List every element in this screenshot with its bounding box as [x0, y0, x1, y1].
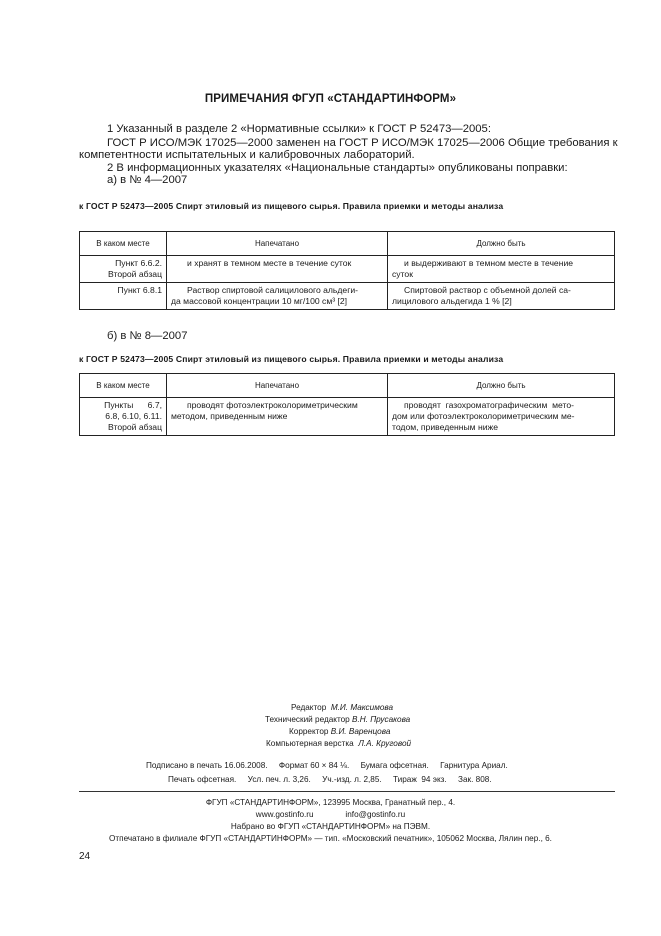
print-specs-line-2: Печать офсетная. Усл. печ. л. 3,26. Уч.-изд. л. 2,85. Тираж 94 экз. Зак. 808.	[168, 775, 492, 784]
cell-place: Пункты 6.7, 6.8, 6.10, 6.11. Второй абзац	[80, 398, 167, 436]
column-header-should-be: Должно быть	[388, 232, 615, 256]
note-1-line-1: 1 Указанный в разделе 2 «Нормативные ссылки» к ГОСТ Р 52473—2005:	[107, 123, 491, 135]
cell-should-be: проводят газохроматографическим мето- дом или фотоэлектроколориметрическим ме- тодом, приведенным ниже	[388, 398, 615, 436]
publisher-contacts: www.gostinfo.ru info@gostinfo.ru	[255, 810, 406, 819]
page-title: ПРИМЕЧАНИЯ ФГУП «СТАНДАРТИНФОРМ»	[204, 93, 457, 105]
column-header-should-be: Должно быть	[388, 374, 615, 398]
errata-table-1	[79, 231, 615, 310]
column-header-printed: Напечатано	[167, 374, 388, 398]
table-row	[80, 398, 615, 436]
table-2-caption: к ГОСТ Р 52473—2005 Спирт этиловый из пищевого сырья. Правила приемки и методы анализа	[79, 354, 504, 364]
note-2-line-3: б) в № 8—2007	[107, 330, 188, 342]
note-2-line-2: а) в № 4—2007	[107, 174, 188, 186]
column-header-place: В каком месте	[80, 374, 167, 398]
table-header-row	[80, 374, 615, 398]
table-row	[80, 256, 615, 283]
cell-printed: проводят фотоэлектроколориметрическим методом, приведенным ниже	[167, 398, 388, 436]
print-specs-line-1: Подписано в печать 16.06.2008. Формат 60 × 84 ⅛. Бумага офсетная. Гарнитура Ариал.	[146, 761, 508, 770]
table-header-row	[80, 232, 615, 256]
errata-table-2	[79, 373, 615, 436]
cell-should-be: и выдерживают в темном месте в течение суток	[388, 256, 615, 283]
cell-printed: Раствор спиртовой салицилового альдеги- да массовой концентрации 10 мг/100 см³ [2]	[167, 283, 388, 310]
note-2-line-1: 2 В информационных указателях «Национальные стандарты» опубликованы поправки:	[107, 162, 568, 174]
cell-printed: и хранят в темном месте в течение суток	[167, 256, 388, 283]
corrector-line: Корректор В.И. Варенцова	[289, 727, 391, 736]
column-header-printed: Напечатано	[167, 232, 388, 256]
note-1-line-2: ГОСТ Р ИСО/МЭК 17025—2000 заменен на ГОСТ Р ИСО/МЭК 17025—2006 Общие требования к	[107, 137, 618, 149]
layout-line: Компьютерная верстка Л.А. Круговой	[266, 739, 412, 748]
page-number: 24	[79, 851, 91, 862]
divider	[79, 791, 615, 792]
note-1-line-3: компетентности испытательных и калибровочных лабораторий.	[79, 149, 415, 161]
cell-place: Пункт 6.8.1	[80, 283, 167, 310]
printing-note: Отпечатано в филиале ФГУП «СТАНДАРТИНФОРМ» — тип. «Московский печатник», 105062 Москва, Лялин пер., 6.	[109, 834, 552, 843]
table-row	[80, 283, 615, 310]
typeset-note: Набрано во ФГУП «СТАНДАРТИНФОРМ» на ПЭВМ.	[230, 822, 431, 831]
cell-place: Пункт 6.6.2. Второй абзац	[80, 256, 167, 283]
publisher-address: ФГУП «СТАНДАРТИНФОРМ», 123995 Москва, Гранатный пер., 4.	[205, 798, 456, 807]
table-1-caption: к ГОСТ Р 52473—2005 Спирт этиловый из пищевого сырья. Правила приемки и методы анализа	[79, 201, 504, 211]
editor-line: Редактор М.И. Максимова	[291, 703, 394, 712]
tech-editor-line: Технический редактор В.Н. Прусакова	[265, 715, 411, 724]
cell-should-be: Спиртовой раствор с объемной долей са- лицилового альдегида 1 % [2]	[388, 283, 615, 310]
column-header-place: В каком месте	[80, 232, 167, 256]
